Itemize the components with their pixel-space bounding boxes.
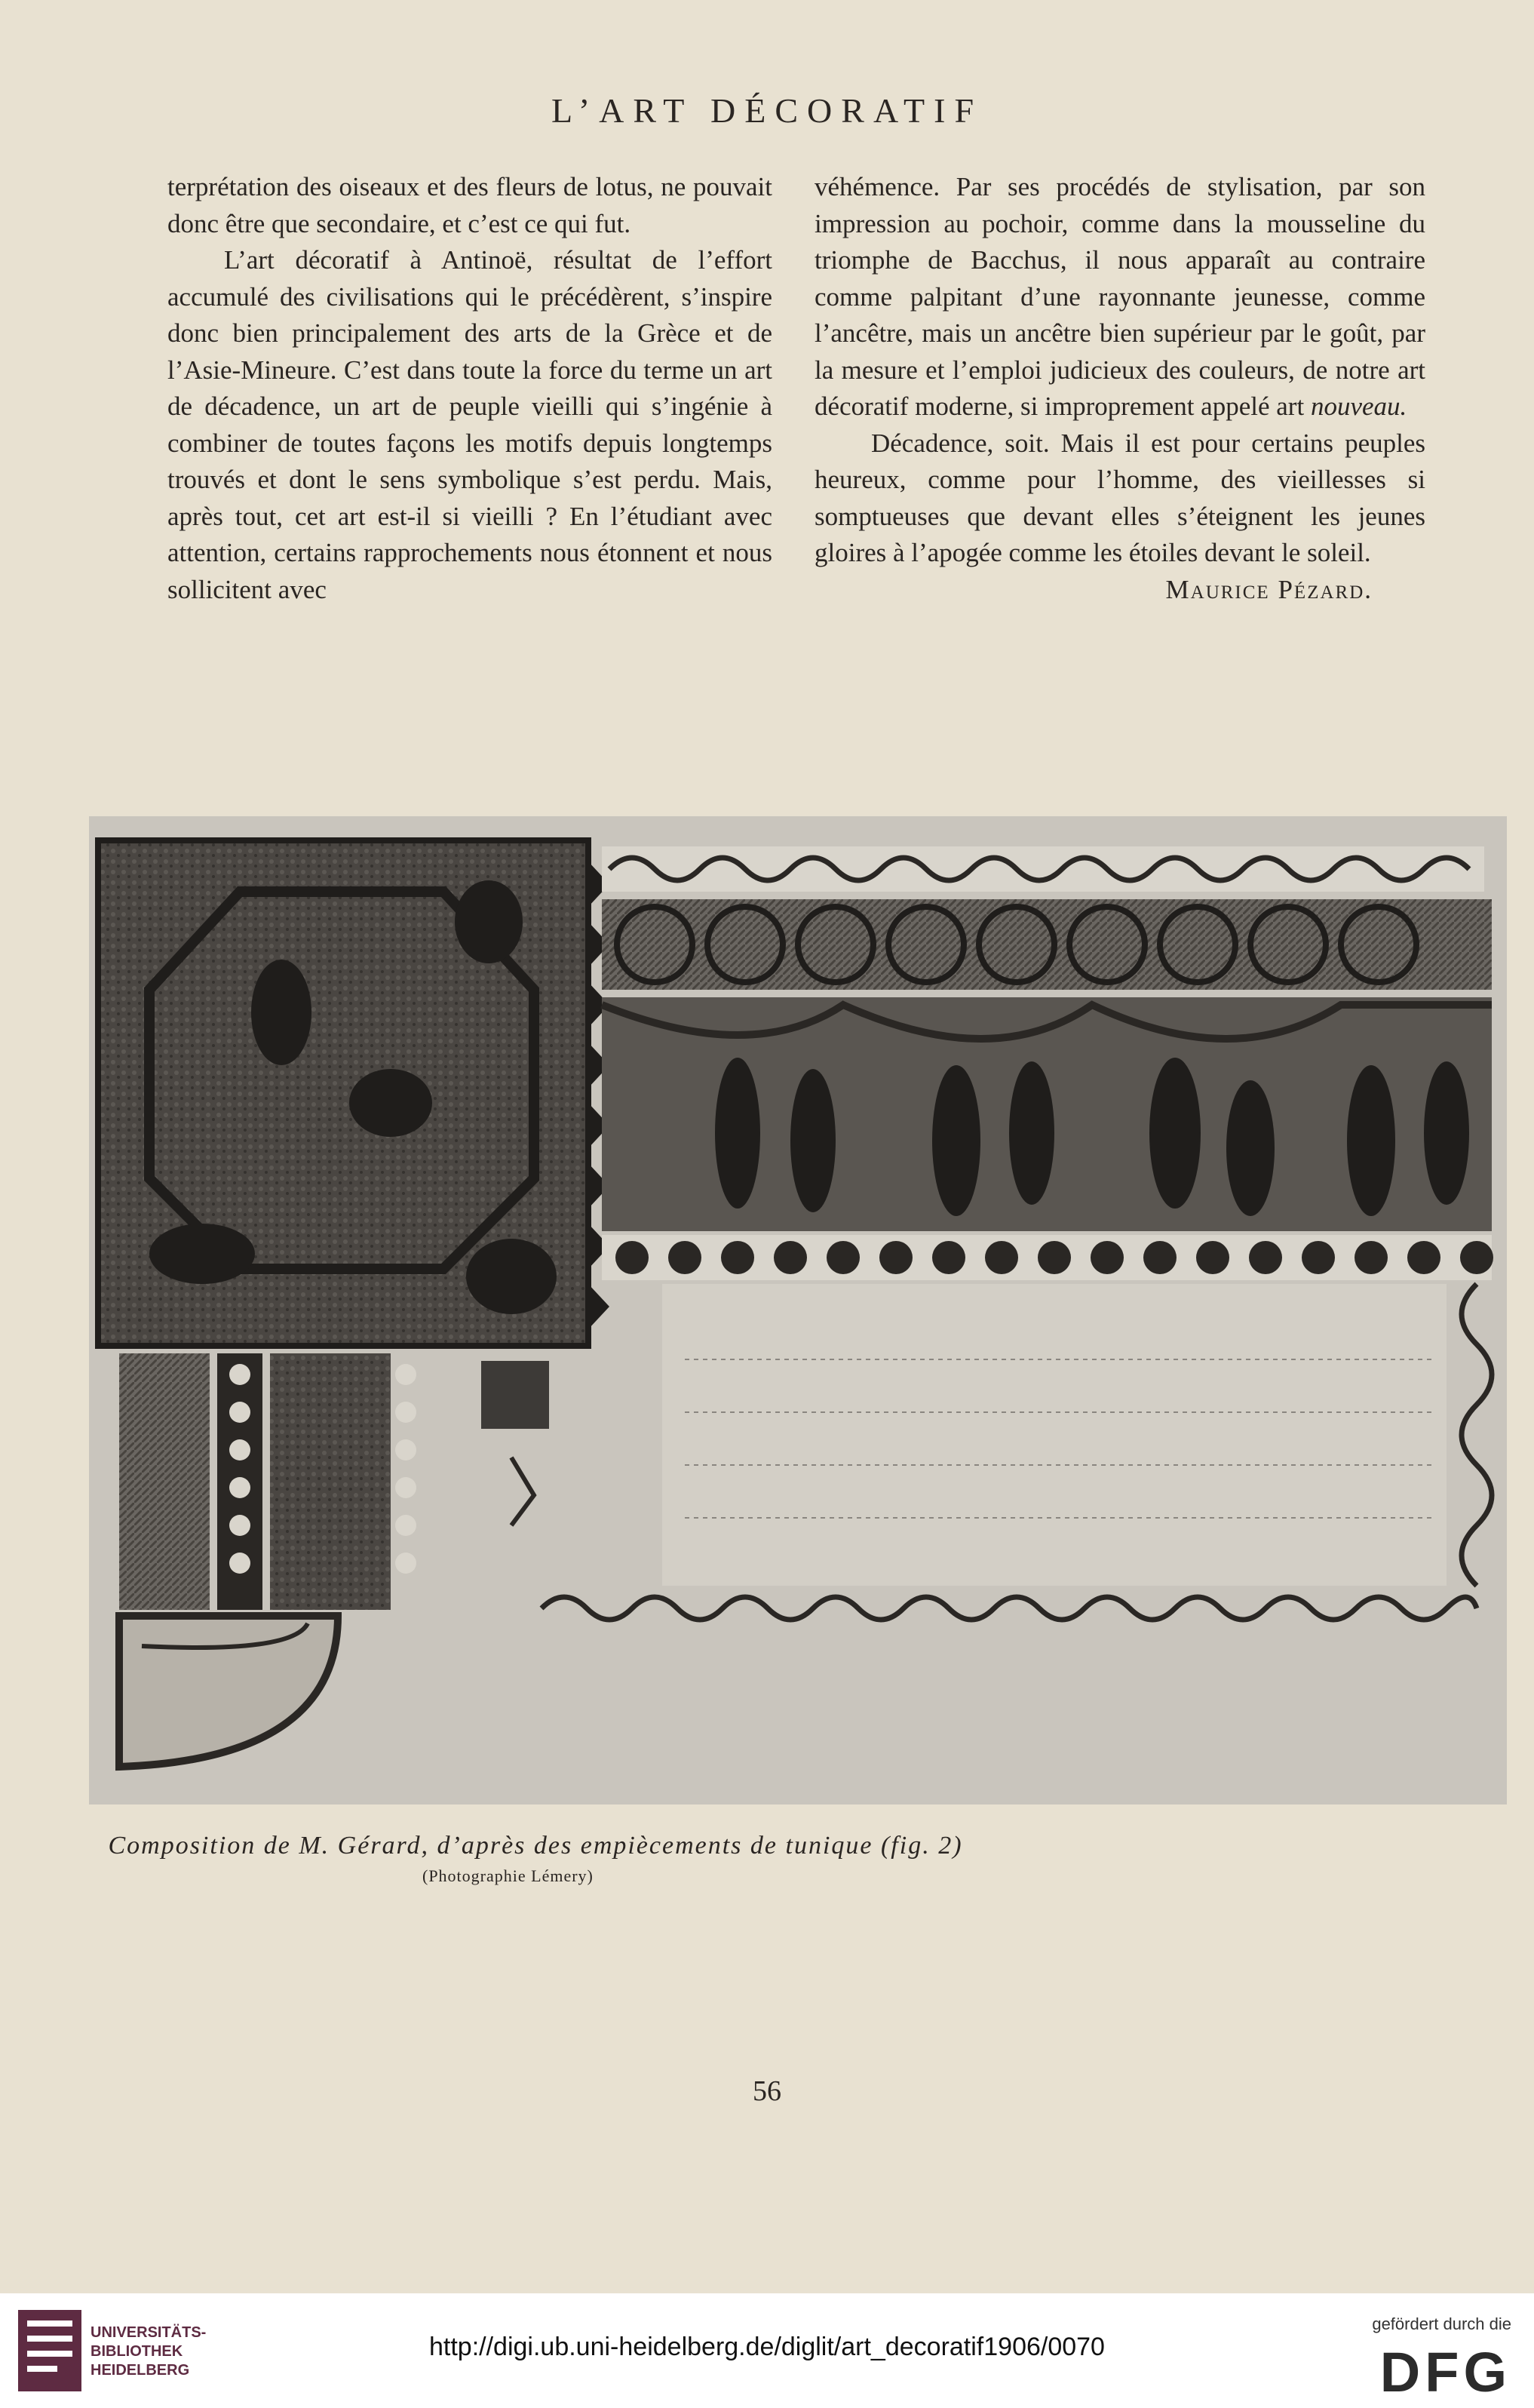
right-paragraph-1-text: véhémence. Par ses procédés de stylisation, par son impression au pochoir, comme dans la mousseline du triomphe de Bacchus, il nous apparaît au contraire comme palpitant d’une rayonnante jeunesse, comme l’ancêtre, mais un ancêtre bien supérieur par le goût, par la mesure et l’emploi judicieux des couleurs, de notre art décoratif moderne, si improprement appelé art [815,172,1425,421]
right-text-column [815,169,1425,608]
permalink-url[interactable]: http://digi.ub.uni-heidelberg.de/diglit/art_decoratif1906/0070 [429,2333,1105,2361]
center-vertical-strip [270,1353,391,1610]
funding-label: gefördert durch die [1372,2314,1511,2333]
italic-word: nouveau. [1310,392,1407,421]
small-initial-ornament [481,1361,549,1429]
scroll-border-bottom [542,1597,1477,1620]
digitization-footer [0,2293,1534,2408]
quarter-circle-ornament [119,1616,338,1767]
scroll-border-top [602,846,1484,892]
running-head: L’ART DÉCORATIF [551,91,983,130]
figure-caption: Composition de M. Gérard, d’après des empiècements de tunique (fig. 2) [108,1832,963,1860]
left-text-column [167,169,772,608]
right-paragraph-1 [815,169,1425,425]
page-number: 56 [753,2075,781,2107]
textile-composition-illustration [89,816,1507,1804]
right-paragraph-2: Décadence, soit. Mais il est pour certains peuples heureux, comme pour l’homme, des vieillesses si somptueuses que devant elles s’éteignent les jeunes gloires à l’apogée comme les étoiles devant le soleil. [815,428,1425,567]
left-vertical-strip [119,1353,210,1610]
dfg-logo: DFG [1379,2341,1511,2403]
library-line-3: HEIDELBERG [91,2362,190,2379]
figure-plate [89,816,1507,1804]
photo-credit: (Photographie Lémery) [422,1866,594,1885]
library-line-1: UNIVERSITÄTS- [91,2324,207,2341]
empty-cartouche [662,1284,1447,1586]
author-signature: Maurice Pézard. [1165,574,1373,604]
left-paragraph-2: L’art décoratif à Antinoë, résultat de l’effort accumulé des civilisations qui le précédèrent, s’inspire donc bien principalement des arts de la Grèce et de l’Asie-Mineure. C’est dans toute la force du terme un art de décadence, un art de peuple vieilli qui s’ingénie à combiner de toutes façons les motifs depuis longtemps trouvés et dont le sens symbolique s’est perdu. Mais, après tout, cet art est-il si vieilli ? En l’étudiant avec attention, certains rapprochements nous étonnent et nous sollicitent avec [167,245,772,604]
scroll-border-right [1462,1284,1492,1586]
library-line-2: BIBLIOTHEK [91,2343,183,2360]
left-paragraph-1: terprétation des oiseaux et des fleurs de lotus, ne pouvait donc être que secondaire, et c’est ce qui fut. [167,172,772,238]
